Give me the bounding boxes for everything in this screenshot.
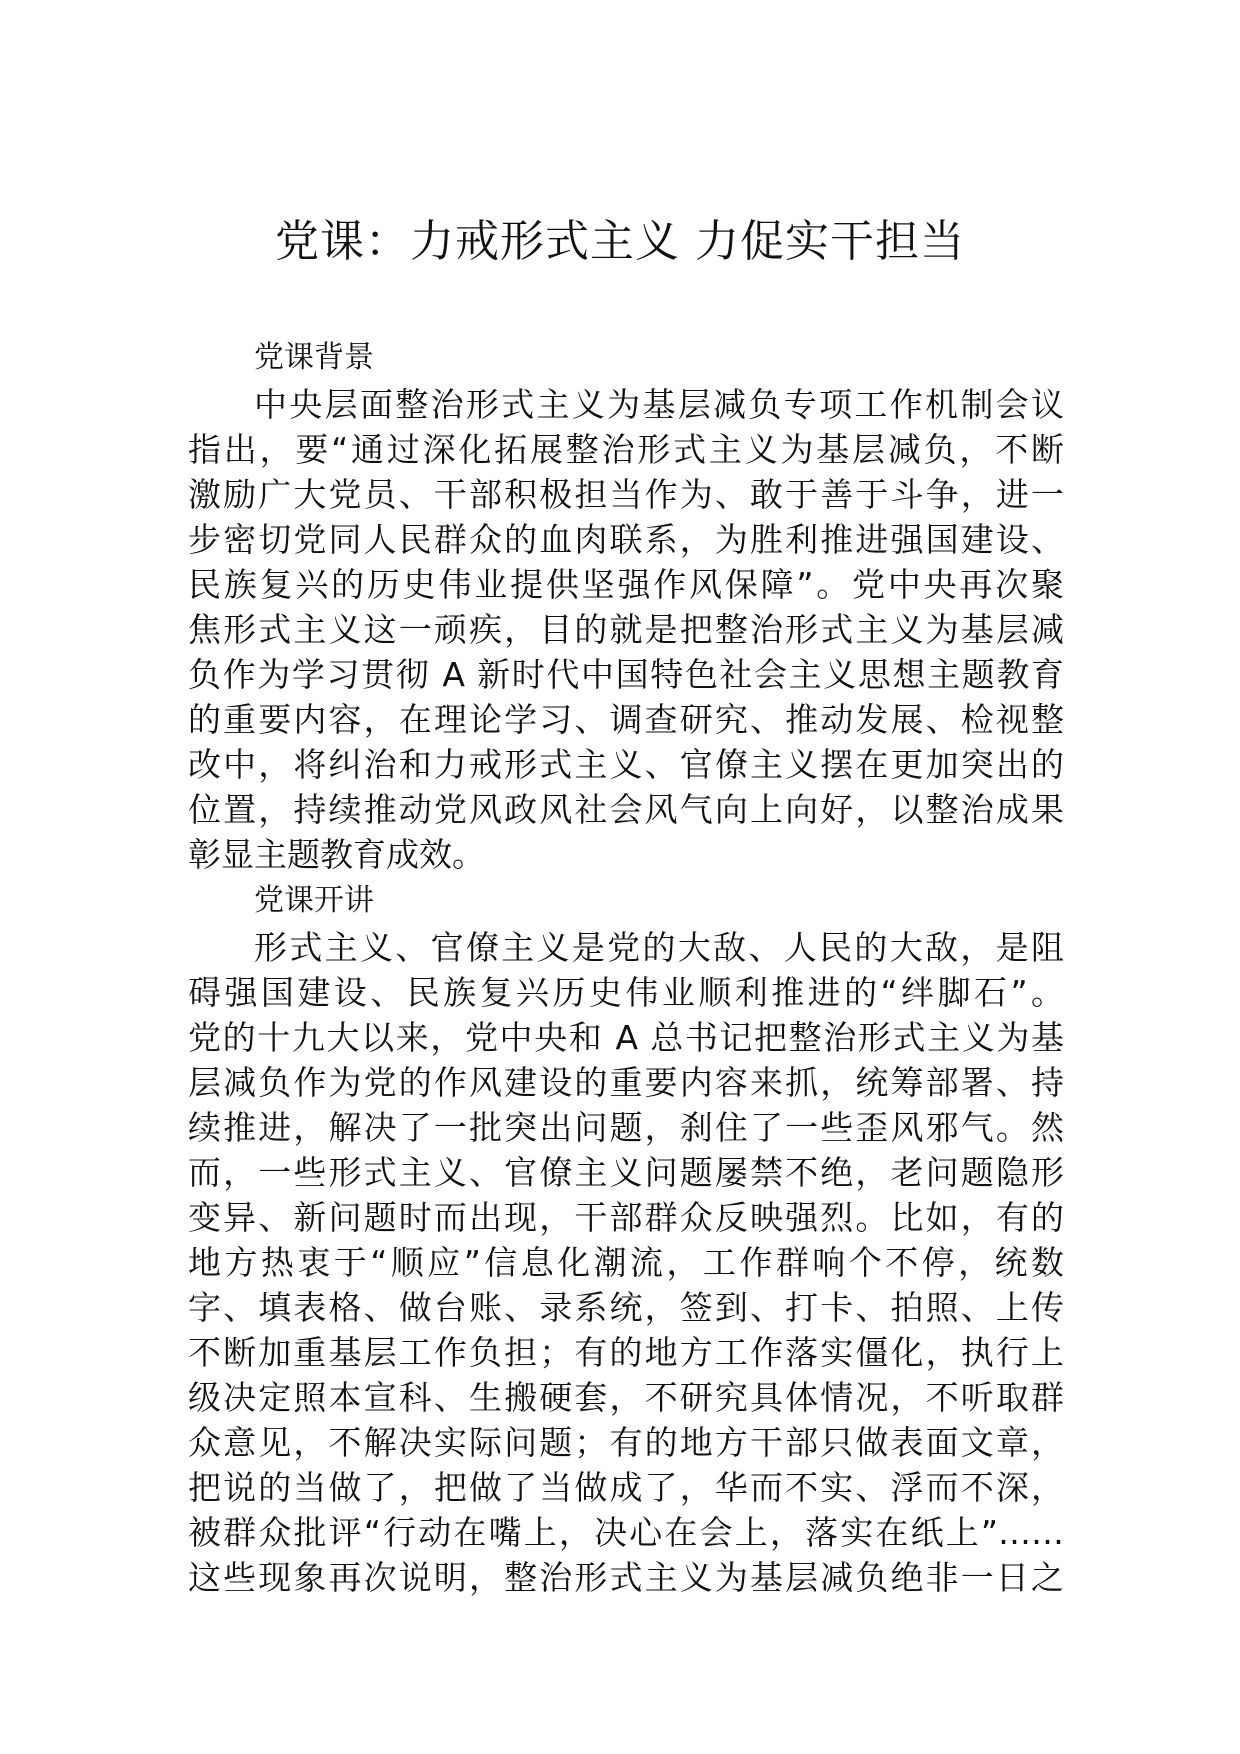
paragraph-line: 而，一些形式主义、官僚主义问题屡禁不绝，老问题隐形	[188, 1153, 1064, 1192]
paragraph-line: 焦形式主义这一顽疾，目的就是把整治形式主义为基层减	[188, 610, 1064, 649]
paragraph-line: 指出，要“通过深化拓展整治形式主义为基层减负，不断	[188, 430, 1064, 469]
paragraph-line: 地方热衷于“顺应”信息化潮流，工作群响个不停，统数	[188, 1243, 1064, 1282]
paragraph-line: 这些现象再次说明，整治形式主义为基层减负绝非一日之	[188, 1558, 1064, 1597]
paragraph-line: 续推进，解决了一批突出问题，刹住了一些歪风邪气。然	[188, 1108, 1064, 1147]
paragraph-line: 的重要内容，在理论学习、调查研究、推动发展、检视整	[188, 700, 1064, 739]
paragraph-line: 字、填表格、做台账、录系统，签到、打卡、拍照、上传	[188, 1288, 1064, 1327]
paragraph-line: 民族复兴的历史伟业提供坚强作风保障”。党中央再次聚	[188, 565, 1064, 604]
paragraph-line: 变异、新问题时而出现，干部群众反映强烈。比如，有的	[188, 1198, 1064, 1237]
paragraph-line: 级决定照本宣科、生搬硬套，不研究具体情况，不听取群	[188, 1378, 1064, 1417]
section-heading-background: 党课背景	[254, 340, 374, 375]
paragraph-line: 党的十九大以来，党中央和 A 总书记把整治形式主义为基	[188, 1018, 1064, 1057]
section-heading-lecture: 党课开讲	[254, 883, 374, 918]
paragraph-line: 众意见，不解决实际问题；有的地方干部只做表面文章，	[188, 1423, 1064, 1462]
paragraph-line: 中央层面整治形式主义为基层减负专项工作机制会议	[254, 385, 1064, 424]
paragraph-line: 彰显主题教育成效。	[188, 835, 485, 874]
paragraph-line: 位置，持续推动党风政风社会风气向上向好，以整治成果	[188, 790, 1064, 829]
paragraph-line: 把说的当做了，把做了当做成了，华而不实、浮而不深，	[188, 1468, 1064, 1507]
document-title: 党课：力戒形式主义 力促实干担当	[275, 216, 965, 267]
paragraph-line: 形式主义、官僚主义是党的大敌、人民的大敌，是阻	[254, 928, 1064, 967]
paragraph-line: 碍强国建设、民族复兴历史伟业顺利推进的“绊脚石”。	[188, 973, 1064, 1012]
paragraph-line: 改中，将纠治和力戒形式主义、官僚主义摆在更加突出的	[188, 745, 1064, 784]
document-body	[188, 334, 1064, 1600]
paragraph-line: 负作为学习贯彻 A 新时代中国特色社会主义思想主题教育	[188, 655, 1064, 694]
paragraph-line: 激励广大党员、干部积极担当作为、敢于善于斗争，进一	[188, 475, 1064, 514]
paragraph-line: 步密切党同人民群众的血肉联系，为胜利推进强国建设、	[188, 520, 1064, 559]
paragraph-line: 不断加重基层工作负担；有的地方工作落实僵化，执行上	[188, 1333, 1064, 1372]
paragraph-line: 被群众批评“行动在嘴上，决心在会上，落实在纸上”……	[188, 1513, 1064, 1552]
paragraph-line: 层减负作为党的作风建设的重要内容来抓，统筹部署、持	[188, 1063, 1064, 1102]
